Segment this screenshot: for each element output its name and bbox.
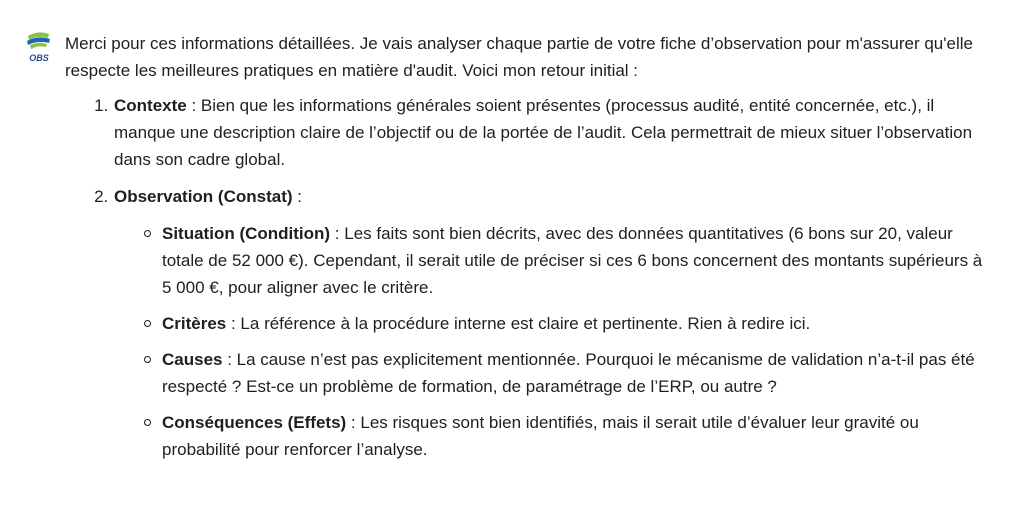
point-text: : Bien que les informations générales soient présentes (processus audité, entité concernée, etc.), il manque une description claire de l’objectif ou de la portée de l’audit. Cela permettrait de mieux situer l’observation dans son cadre global. (114, 96, 973, 169)
sub-item-criteres (144, 310, 995, 337)
sub-item-situation (144, 220, 995, 301)
sub-list (114, 220, 995, 463)
sub-item-consequences (144, 409, 995, 463)
numbered-list (65, 92, 995, 463)
subpoint-text: : La cause n’est pas explicitement mentionnée. Pourquoi le mécanisme de validation n’a-t-il pas été respecté ? Est-ce un problème de formation, de paramétrage de l’ERP, ou autre ? (162, 350, 975, 396)
obs-logo-icon (25, 30, 53, 66)
subpoint-text: : Les risques sont bien identifiés, mais il serait utile d’évaluer leur gravité ou probabilité pour renforcer l’analyse. (162, 413, 919, 459)
subpoint-title: Situation (Condition) (162, 224, 331, 243)
subpoint-title: Critères (162, 314, 227, 333)
list-item-observation (113, 183, 995, 463)
subpoint-text: : La référence à la procédure interne est claire et pertinente. Rien à redire ici. (226, 314, 811, 333)
message-intro: Merci pour ces informations détaillées. Je vais analyser chaque partie de votre fiche d’observation pour m'assurer qu'elle respecte les meilleures pratiques en matière d'audit. Voici mon retour initial : (65, 34, 973, 80)
list-item-contexte (113, 92, 995, 173)
subpoint-text: : Les faits sont bien décrits, avec des données quantitatives (6 bons sur 20, valeur totale de 52 000 €). Cependant, il serait utile de préciser si ces 6 bons concernent des montants supérieurs à 5 000 €, pour aligner avec le critère. (162, 224, 983, 297)
sub-item-causes (144, 346, 995, 400)
point-title: Observation (Constat) (114, 187, 293, 206)
message-content (65, 30, 995, 473)
subpoint-title: Causes (162, 350, 223, 369)
point-text: : (292, 187, 302, 206)
subpoint-title: Conséquences (Effets) (162, 413, 347, 432)
avatar-label: OBS (29, 53, 49, 63)
point-title: Contexte (114, 96, 187, 115)
